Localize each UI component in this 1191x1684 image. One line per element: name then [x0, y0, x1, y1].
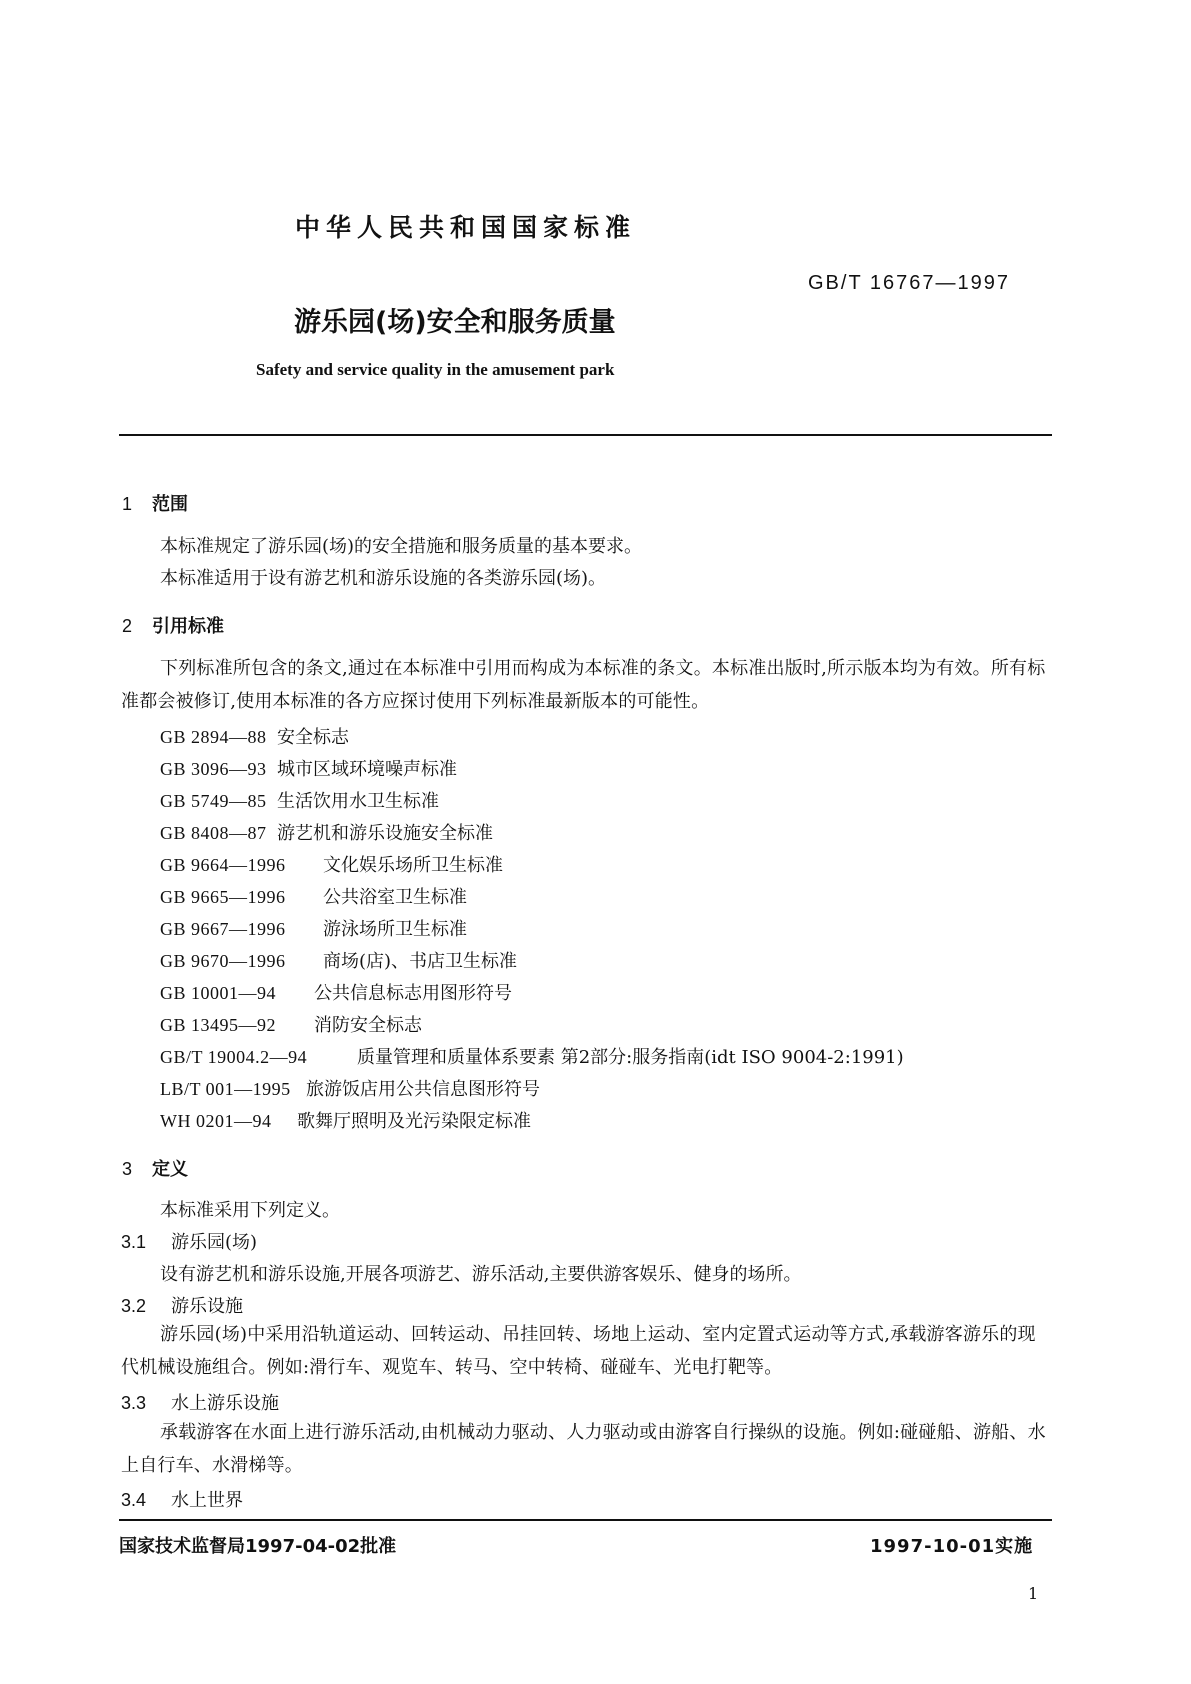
reference-name: 游艺机和游乐设施安全标准 — [277, 823, 493, 844]
reference-item — [160, 979, 512, 1005]
subsection-title: 水上游乐设施 — [171, 1393, 279, 1414]
reference-item — [160, 819, 493, 845]
reference-item — [160, 1075, 540, 1101]
subsection-number: 3.3 — [121, 1393, 147, 1413]
document-title-cn: 游乐园(场)安全和服务质量 — [294, 307, 616, 338]
reference-item — [160, 755, 457, 781]
paragraph: 承载游客在水面上进行游乐活动,由机械动力驱动、人力驱动或由游客自行操纵的设施。例如:碰碰船、游船、水上自行车、水滑梯等。 — [121, 1422, 1046, 1476]
subsection-heading — [121, 1486, 243, 1512]
subsection-number: 3.1 — [121, 1232, 147, 1252]
reference-name: 安全标志 — [277, 727, 349, 748]
page-number: 1 — [1028, 1584, 1039, 1603]
reference-name: 游泳场所卫生标准 — [323, 919, 467, 940]
reference-code: GB 9667—1996 — [160, 919, 286, 939]
subsection-title: 游乐设施 — [171, 1296, 243, 1317]
reference-name: 质量管理和质量体系要素 第2部分:服务指南(idt ISO 9004-2:1991) — [357, 1047, 904, 1068]
section-2-heading — [122, 612, 224, 638]
section-number: 3 — [122, 1159, 133, 1179]
reference-name: 公共浴室卫生标准 — [323, 887, 467, 908]
reference-code: GB/T 19004.2—94 — [160, 1047, 308, 1067]
reference-item — [160, 883, 467, 909]
section-title: 定义 — [152, 1159, 188, 1180]
national-standard-heading: 中华人民共和国国家标准 — [295, 213, 637, 242]
reference-item — [160, 1011, 422, 1037]
subsection-heading — [121, 1228, 257, 1254]
reference-name: 文化娱乐场所卫生标准 — [323, 855, 503, 876]
reference-name: 旅游饭店用公共信息图形符号 — [306, 1079, 540, 1100]
reference-code: GB 5749—85 — [160, 791, 267, 811]
footer-divider — [119, 1519, 1052, 1521]
reference-name: 公共信息标志用图形符号 — [314, 983, 512, 1004]
subsection-number: 3.2 — [121, 1296, 147, 1316]
reference-code: LB/T 001—1995 — [160, 1079, 291, 1099]
reference-name: 城市区域环境噪声标准 — [277, 759, 457, 780]
reference-name: 消防安全标志 — [314, 1015, 422, 1036]
reference-item — [160, 1107, 531, 1133]
section-3-heading — [122, 1155, 188, 1181]
reference-code: GB 8408—87 — [160, 823, 267, 843]
subsection-heading — [121, 1389, 279, 1415]
paragraph: 下列标准所包含的条文,通过在本标准中引用而构成为本标准的条文。本标准出版时,所示版本均为有效。所有标准都会被修订,使用本标准的各方应探讨使用下列标准最新版本的可能性。 — [121, 658, 1046, 712]
reference-code: GB 9670—1996 — [160, 951, 286, 971]
header-divider — [119, 434, 1052, 436]
reference-code: GB 3096—93 — [160, 759, 267, 779]
reference-name: 生活饮用水卫生标准 — [277, 791, 439, 812]
reference-item — [160, 915, 467, 941]
subsection-number: 3.4 — [121, 1490, 147, 1510]
document-title-en: Safety and service quality in the amusement park — [256, 360, 615, 379]
reference-name: 商场(店)、书店卫生标准 — [323, 951, 518, 972]
reference-item — [160, 851, 503, 877]
paragraph: 本标准采用下列定义。 — [160, 1200, 340, 1221]
reference-code: GB 9665—1996 — [160, 887, 286, 907]
reference-item — [160, 787, 439, 813]
reference-item — [160, 723, 349, 749]
approval-date: 国家技术监督局1997-04-02批准 — [119, 1536, 397, 1557]
reference-item — [160, 1043, 904, 1069]
subsection-title: 水上世界 — [171, 1490, 243, 1511]
paragraph: 本标准适用于设有游艺机和游乐设施的各类游乐园(场)。 — [160, 568, 607, 589]
section-number: 2 — [122, 616, 133, 636]
standard-number: GB/T 16767—1997 — [808, 272, 1010, 294]
section-1-heading — [122, 490, 188, 516]
paragraph: 设有游艺机和游乐设施,开展各项游艺、游乐活动,主要供游客娱乐、健身的场所。 — [160, 1264, 802, 1285]
reference-code: GB 10001—94 — [160, 983, 277, 1003]
section-number: 1 — [122, 494, 133, 514]
paragraph: 本标准规定了游乐园(场)的安全措施和服务质量的基本要求。 — [160, 536, 643, 557]
reference-code: GB 9664—1996 — [160, 855, 286, 875]
section-title: 引用标准 — [152, 616, 224, 637]
paragraph: 游乐园(场)中采用沿轨道运动、回转运动、吊挂回转、场地上运动、室内定置式运动等方式,承载游客游乐的现代机械设施组合。例如:滑行车、观览车、转马、空中转椅、碰碰车、光电打靶等。 — [121, 1324, 1036, 1378]
reference-name: 歌舞厅照明及光污染限定标准 — [297, 1111, 531, 1132]
reference-code: GB 2894—88 — [160, 727, 267, 747]
subsection-heading — [121, 1292, 243, 1318]
reference-item — [160, 947, 517, 973]
implementation-date: 1997-10-01实施 — [870, 1536, 1034, 1557]
section-title: 范围 — [152, 494, 188, 515]
reference-code: WH 0201—94 — [160, 1111, 272, 1131]
subsection-title: 游乐园(场) — [171, 1232, 258, 1253]
reference-code: GB 13495—92 — [160, 1015, 277, 1035]
